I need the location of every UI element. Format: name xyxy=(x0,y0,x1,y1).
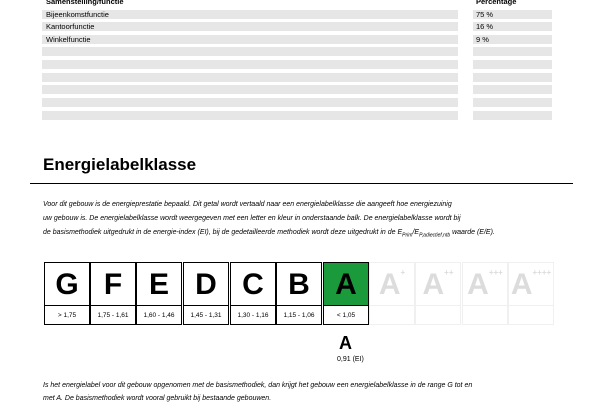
intro-line-3 xyxy=(43,228,495,240)
label-cell-e xyxy=(136,262,182,325)
label-range xyxy=(369,306,415,325)
function-percentage: 75 % xyxy=(473,10,552,19)
function-name xyxy=(42,111,458,120)
label-cell-g xyxy=(44,262,90,325)
label-cell-a-plus xyxy=(369,262,415,325)
function-name: Bijeenkomstfunctie xyxy=(42,10,458,19)
intro-slash: /E xyxy=(412,229,420,236)
label-cell-d xyxy=(183,262,229,325)
function-name xyxy=(42,60,458,69)
header-percentage: Percentage xyxy=(476,0,517,6)
table-row xyxy=(42,85,552,94)
table-row xyxy=(42,10,552,19)
table-row xyxy=(42,47,552,56)
intro-line-1: Voor dit gebouw is de energieprestatie bepaald. Dit getal wordt vertaald naar een energielabelklasse die aangeeft hoe energiezuinig xyxy=(43,201,452,208)
label-letter: E xyxy=(136,262,182,306)
footer-line-1: Is het energielabel voor dit gebouw opgenomen met de basismethodiek, dan krijgt het gebouw een energielabelklasse in de range G tot en xyxy=(43,382,473,389)
label-range: 1,60 - 1,46 xyxy=(136,306,182,325)
label-letter: F xyxy=(90,262,136,306)
section-title: Energielabelklasse xyxy=(43,155,197,174)
label-letter xyxy=(462,262,508,306)
footer-line-2: met A. De basismethodiek wordt vooral gebruikt bij bestaande gebouwen. xyxy=(43,395,272,402)
function-name xyxy=(42,47,458,56)
label-letter: B xyxy=(276,262,322,306)
function-percentage xyxy=(473,60,552,69)
function-name xyxy=(42,98,458,107)
label-range: > 1,75 xyxy=(44,306,90,325)
label-plus: +++ xyxy=(488,268,503,277)
intro-line-2: uw gebouw is. De energielabelklasse wordt weergegeven met een letter en kleur in onderstaande balk. De energielabelklasse wordt bij xyxy=(43,215,461,222)
label-letter xyxy=(508,262,554,306)
label-cell-f xyxy=(90,262,136,325)
table-row xyxy=(42,22,552,31)
intro-line-3-end: waarde (E/E). xyxy=(450,229,495,236)
label-range xyxy=(508,306,554,325)
label-cell-a-3plus xyxy=(462,262,508,325)
energy-label-scale xyxy=(44,262,556,325)
label-plus: ++ xyxy=(444,268,454,277)
label-range: 1,75 - 1,61 xyxy=(90,306,136,325)
label-plus: + xyxy=(400,268,406,277)
function-percentage xyxy=(473,47,552,56)
table-row xyxy=(42,35,552,44)
label-range: 1,15 - 1,06 xyxy=(276,306,322,325)
intro-sub-prim: Prim xyxy=(402,232,413,239)
table-row xyxy=(42,98,552,107)
table-row xyxy=(42,111,552,120)
function-name: Kantoorfunctie xyxy=(42,22,458,31)
label-letter: D xyxy=(183,262,229,306)
label-letter xyxy=(369,262,415,306)
function-percentage xyxy=(473,73,552,82)
label-cell-a-active xyxy=(323,262,369,325)
label-letter: C xyxy=(230,262,276,306)
function-percentage xyxy=(473,111,552,120)
function-name xyxy=(42,85,458,94)
label-letter: G xyxy=(44,262,90,306)
function-name xyxy=(42,73,458,82)
label-letter-text: A xyxy=(467,268,489,301)
intro-line-3-text: de basismethodiek uitgedrukt in de energie-index (EI), bij de gedetailleerde methodiek wordt deze uitgedrukt in de E xyxy=(43,229,403,236)
label-range xyxy=(415,306,461,325)
label-plus: ++++ xyxy=(532,268,552,277)
label-letter xyxy=(415,262,461,306)
label-letter-text: A xyxy=(378,268,401,301)
function-percentage xyxy=(473,85,552,94)
label-cell-a-2plus xyxy=(415,262,461,325)
function-percentage: 9 % xyxy=(473,35,552,44)
function-name: Winkelfunctie xyxy=(42,35,458,44)
title-divider xyxy=(30,183,573,184)
intro-sub-adj: P,adiectief,ntb xyxy=(419,232,451,239)
table-row xyxy=(42,60,552,69)
header-function: Samenstelling/functie xyxy=(46,0,124,6)
function-percentage: 16 % xyxy=(473,22,552,31)
result-label-letter: A xyxy=(339,333,352,353)
label-range: < 1,05 xyxy=(323,306,369,325)
table-row xyxy=(42,73,552,82)
label-letter-text: A xyxy=(422,268,445,301)
function-percentage xyxy=(473,98,552,107)
label-range: 1,45 - 1,31 xyxy=(183,306,229,325)
label-letter-text: A xyxy=(510,268,533,301)
label-cell-c xyxy=(230,262,276,325)
label-range: 1,30 - 1,16 xyxy=(230,306,276,325)
label-cell-a-4plus xyxy=(508,262,554,325)
label-range xyxy=(462,306,508,325)
label-cell-b xyxy=(276,262,322,325)
label-letter: A xyxy=(323,262,369,306)
result-energy-index: 0,91 (EI) xyxy=(337,356,364,363)
